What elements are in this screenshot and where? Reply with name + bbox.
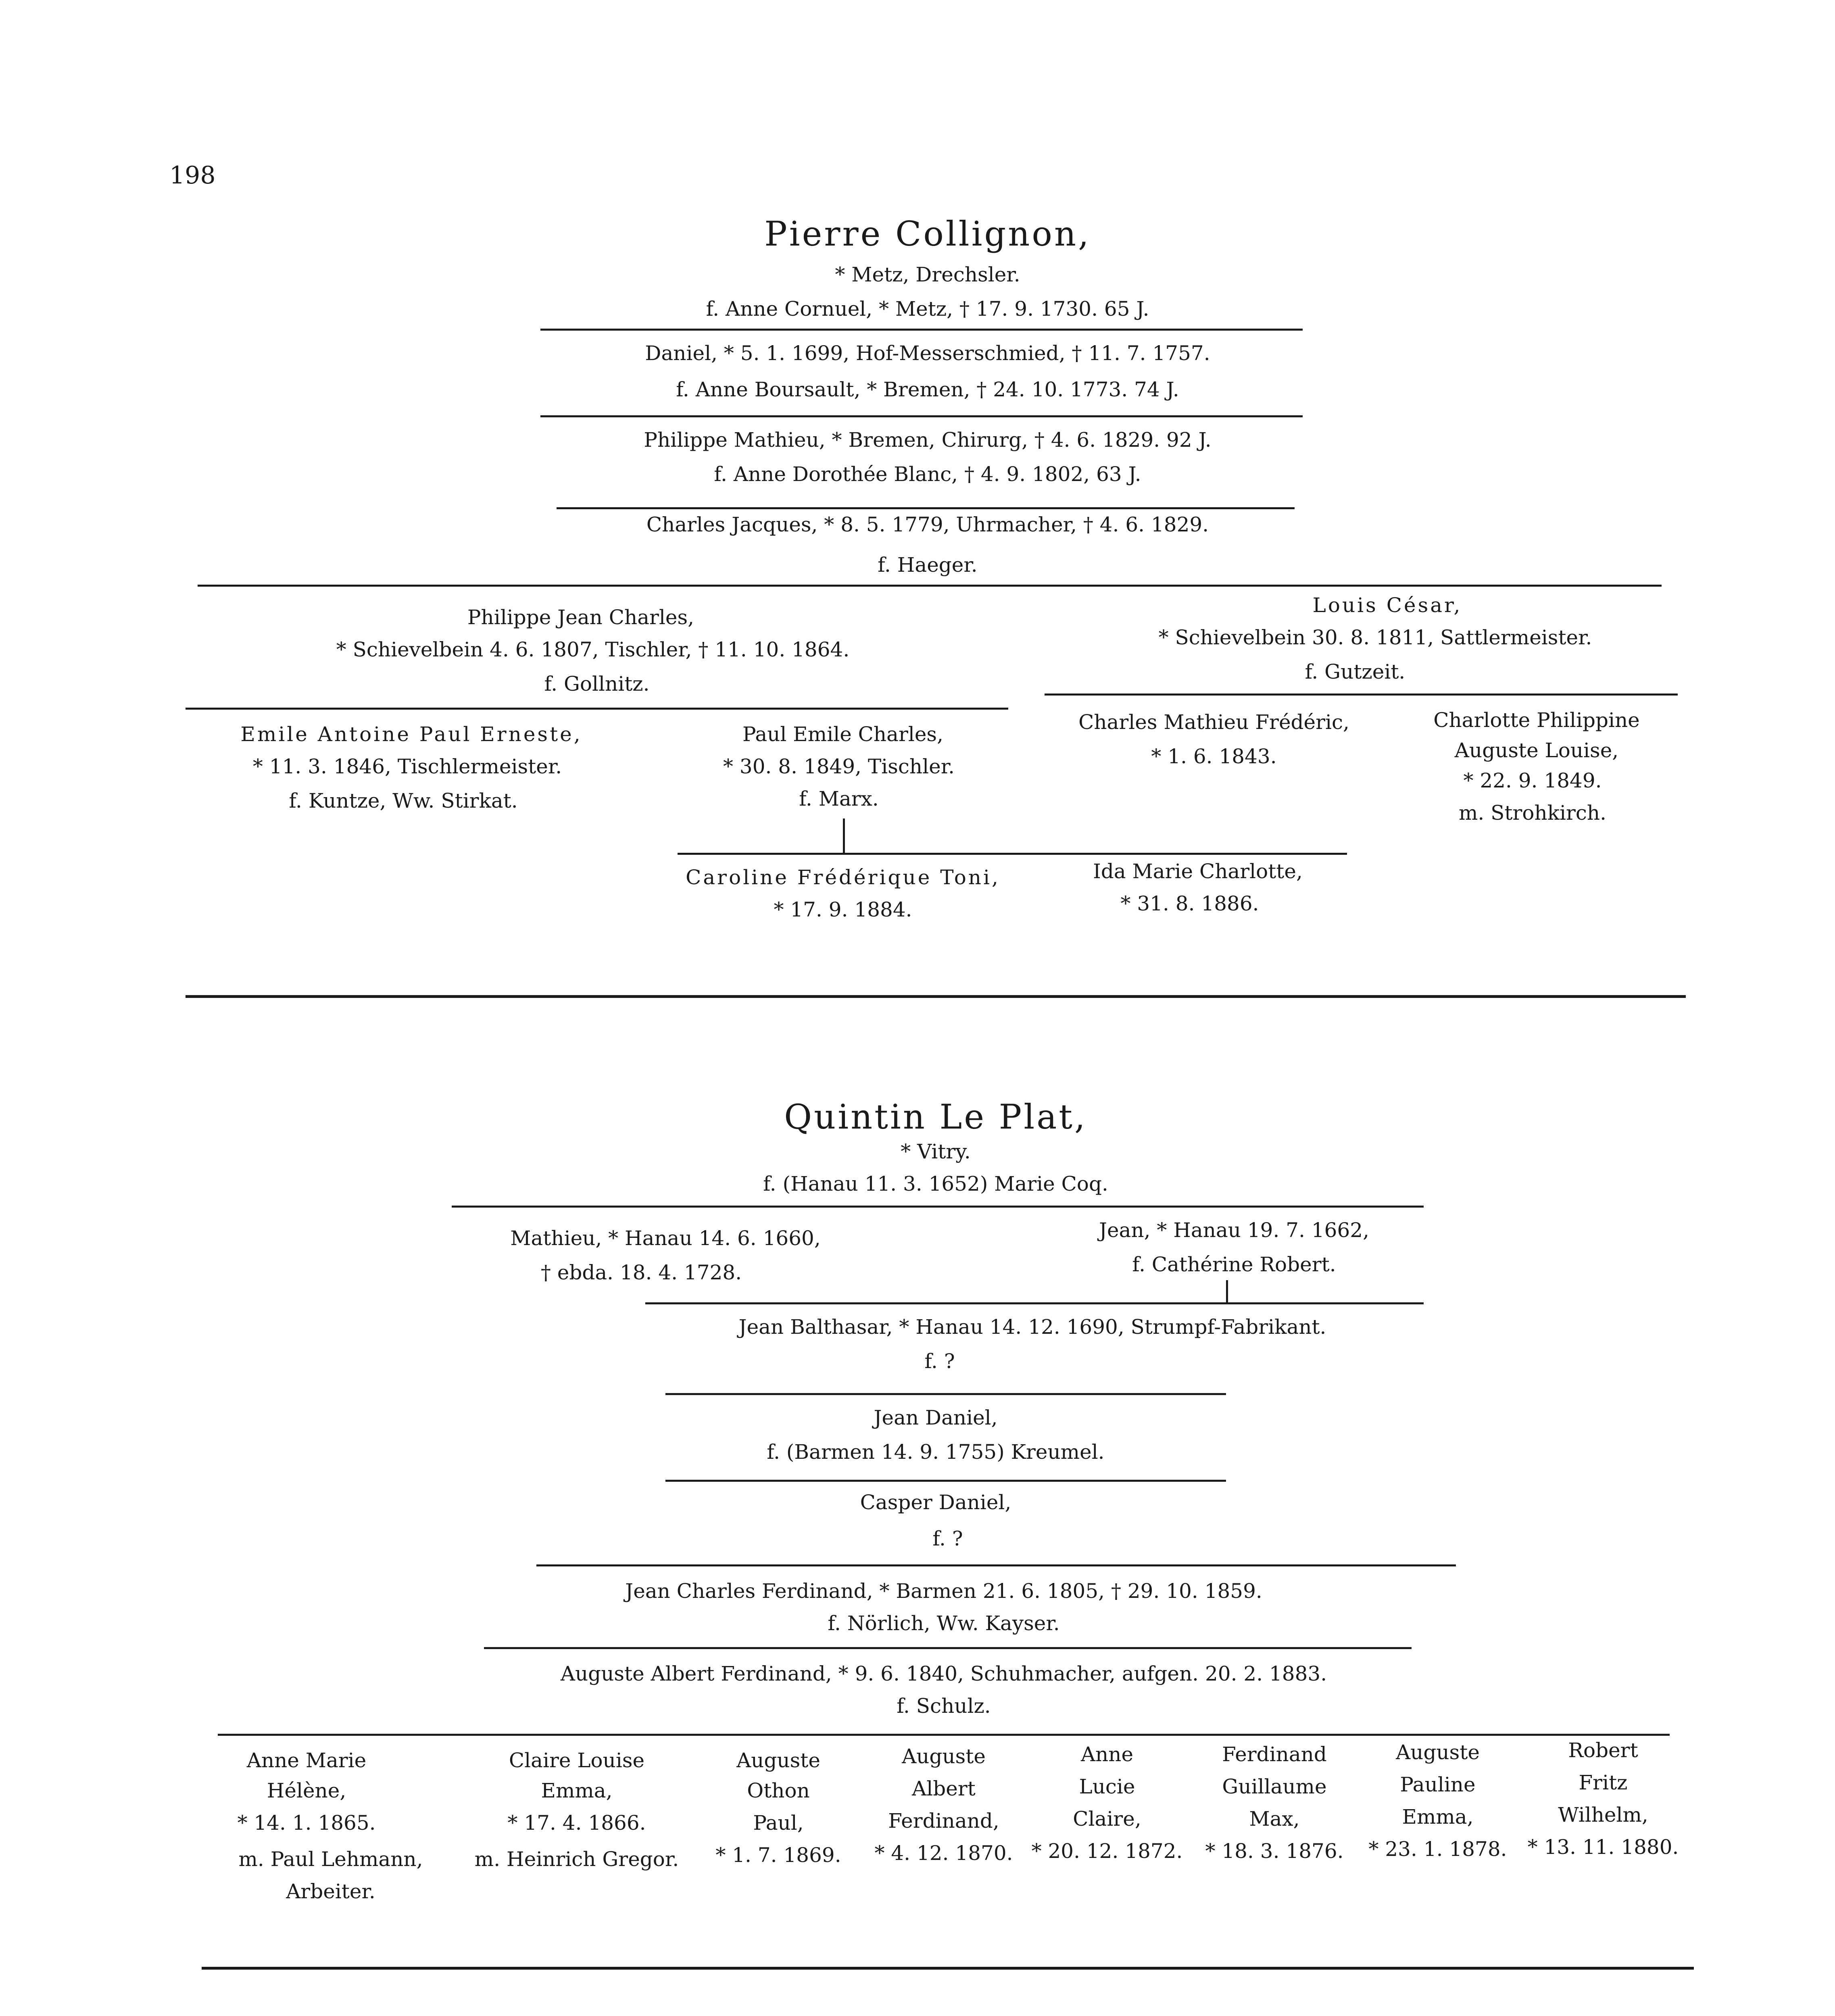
leplat-child: Ferdinand,: [888, 1809, 999, 1833]
collignon-cpal-3: * 22. 9. 1849.: [1463, 769, 1602, 792]
leplat-child: * 1. 7. 1869.: [715, 1843, 841, 1867]
rule: [665, 1393, 1226, 1395]
leplat-child: * 23. 1. 1878.: [1368, 1837, 1507, 1861]
leplat-child: Othon: [747, 1779, 810, 1802]
collignon-cpal-2: Auguste Louise,: [1454, 739, 1619, 762]
collignon-cpal-4: m. Strohkirch.: [1458, 801, 1607, 825]
leplat-jb-1: Jean Balthasar, * Hanau 14. 12. 1690, Strumpf-Fabrikant.: [738, 1315, 1326, 1339]
leplat-child: Arbeiter.: [286, 1880, 375, 1903]
leplat-jean-1: Jean, * Hanau 19. 7. 1662,: [1099, 1218, 1369, 1242]
collignon-title: Pierre Collignon,: [764, 214, 1091, 254]
collignon-birth: * Metz, Drechsler.: [835, 263, 1020, 286]
leplat-child: Claire,: [1073, 1807, 1141, 1831]
collignon-eape-name: Emile Antoine Paul Erneste,: [240, 723, 582, 746]
leplat-child: Anne Marie: [246, 1749, 367, 1772]
leplat-aaf-2: f. Schulz.: [897, 1694, 991, 1718]
collignon-philippe-mathieu: Philippe Mathieu, * Bremen, Chirurg, † 4. 6. 1829. 92 J.: [644, 428, 1212, 452]
leplat-cd-1: Casper Daniel,: [860, 1491, 1011, 1514]
leplat-jcf-1: Jean Charles Ferdinand, * Barmen 21. 6. 1805, † 29. 10. 1859.: [625, 1579, 1262, 1603]
leplat-child: * 13. 11. 1880.: [1527, 1835, 1679, 1859]
collignon-pec-name: Paul Emile Charles,: [742, 723, 943, 746]
leplat-child: Claire Louise: [509, 1749, 645, 1772]
leplat-child: m. Paul Lehmann,: [238, 1847, 423, 1871]
rule: [665, 1480, 1226, 1482]
rule: [452, 1206, 1424, 1208]
collignon-eape-wife: f. Kuntze, Ww. Stirkat.: [289, 789, 518, 812]
collignon-charles-jacques-wife: f. Haeger.: [878, 553, 978, 577]
collignon-imc-name: Ida Marie Charlotte,: [1093, 860, 1303, 883]
leplat-child: Anne: [1080, 1743, 1134, 1766]
leplat-wife: f. (Hanau 11. 3. 1652) Marie Coq.: [763, 1172, 1108, 1195]
collignon-philippe-mathieu-wife: f. Anne Dorothée Blanc, † 4. 9. 1802, 63 J.: [714, 462, 1141, 486]
collignon-daniel: Daniel, * 5. 1. 1699, Hof-Messerschmied, † 11. 7. 1757.: [645, 342, 1210, 365]
collignon-pjc-name: Philippe Jean Charles,: [467, 606, 694, 629]
rule: [536, 1564, 1456, 1566]
leplat-child: Guillaume: [1222, 1775, 1327, 1798]
leplat-mathieu-2: † ebda. 18. 4. 1728.: [540, 1261, 742, 1284]
rule: [645, 1302, 1424, 1304]
section-separator: [186, 995, 1686, 998]
leplat-child: Paul,: [753, 1811, 804, 1835]
rule: [484, 1647, 1412, 1649]
rule: [540, 415, 1303, 417]
leplat-child: * 4. 12. 1870.: [874, 1841, 1013, 1865]
leplat-child: * 17. 4. 1866.: [507, 1811, 646, 1835]
leplat-child: Ferdinand: [1222, 1743, 1327, 1766]
collignon-charles-jacques: Charles Jacques, * 8. 5. 1779, Uhrmacher, † 4. 6. 1829.: [646, 513, 1209, 536]
leplat-child: Emma,: [541, 1779, 613, 1802]
collignon-lc-wife: f. Gutzeit.: [1305, 660, 1405, 683]
collignon-cmf-name: Charles Mathieu Frédéric,: [1078, 710, 1349, 734]
leplat-birth: * Vitry.: [901, 1140, 971, 1163]
leplat-child: Auguste: [1396, 1741, 1480, 1764]
collignon-daniel-wife: f. Anne Boursault, * Bremen, † 24. 10. 1773. 74 J.: [676, 378, 1179, 401]
rule: [678, 853, 1347, 855]
leplat-child: Lucie: [1079, 1775, 1135, 1798]
leplat-cd-2: f. ?: [932, 1527, 963, 1550]
leplat-mathieu-1: Mathieu, * Hanau 14. 6. 1660,: [510, 1227, 821, 1250]
leplat-jcf-2: f. Nörlich, Ww. Kayser.: [828, 1612, 1060, 1635]
leplat-child: Albert: [912, 1777, 976, 1800]
leplat-jd-2: f. (Barmen 14. 9. 1755) Kreumel.: [767, 1440, 1105, 1464]
collignon-cmf-birth: * 1. 6. 1843.: [1151, 745, 1277, 768]
collignon-pec-wife: f. Marx.: [799, 787, 879, 810]
page-number: 198: [169, 161, 216, 190]
collignon-eape-birth: * 11. 3. 1846, Tischlermeister.: [252, 755, 562, 778]
leplat-child: Auguste: [736, 1749, 820, 1772]
leplat-child: Robert: [1568, 1739, 1638, 1762]
collignon-cft-birth: * 17. 9. 1884.: [774, 898, 912, 921]
leplat-jd-1: Jean Daniel,: [874, 1406, 998, 1429]
leplat-child: Emma,: [1402, 1805, 1474, 1829]
collignon-pjc-wife: f. Gollnitz.: [544, 672, 650, 696]
leplat-child: Auguste: [902, 1745, 986, 1768]
leplat-child: m. Heinrich Gregor.: [474, 1847, 679, 1871]
leplat-child: Pauline: [1400, 1773, 1476, 1796]
leplat-child: Hélène,: [267, 1779, 346, 1802]
leplat-title: Quintin Le Plat,: [784, 1097, 1087, 1137]
collignon-pec-birth: * 30. 8. 1849, Tischler.: [723, 755, 955, 778]
leplat-child: Wilhelm,: [1558, 1803, 1648, 1826]
leplat-child: Max,: [1249, 1807, 1300, 1831]
collignon-cft-name: Caroline Frédérique Toni,: [686, 866, 1000, 889]
leplat-child: * 14. 1. 1865.: [237, 1811, 376, 1835]
collignon-lc-name: Louis César,: [1312, 594, 1462, 617]
connector: [843, 818, 845, 853]
leplat-child: * 20. 12. 1872.: [1031, 1839, 1183, 1863]
rule: [198, 585, 1662, 587]
section-separator: [202, 1967, 1694, 1970]
collignon-imc-birth: * 31. 8. 1886.: [1120, 892, 1259, 915]
rule: [540, 329, 1303, 331]
rule: [557, 507, 1295, 509]
collignon-cpal-1: Charlotte Philippine: [1433, 708, 1640, 732]
rule: [1045, 694, 1678, 696]
rule: [218, 1734, 1670, 1736]
leplat-child: * 18. 3. 1876.: [1205, 1839, 1344, 1863]
connector: [1226, 1280, 1228, 1302]
collignon-pjc-birth: * Schievelbein 4. 6. 1807, Tischler, † 11. 10. 1864.: [336, 638, 850, 661]
leplat-aaf-1: Auguste Albert Ferdinand, * 9. 6. 1840, Schuhmacher, aufgen. 20. 2. 1883.: [560, 1662, 1327, 1685]
rule: [186, 708, 1008, 710]
collignon-wife: f. Anne Cornuel, * Metz, † 17. 9. 1730. 65 J.: [706, 297, 1149, 321]
collignon-lc-birth: * Schievelbein 30. 8. 1811, Sattlermeister.: [1158, 626, 1592, 649]
leplat-jb-2: f. ?: [924, 1350, 955, 1373]
leplat-jean-2: f. Cathérine Robert.: [1132, 1253, 1336, 1276]
leplat-child: Fritz: [1579, 1771, 1628, 1794]
